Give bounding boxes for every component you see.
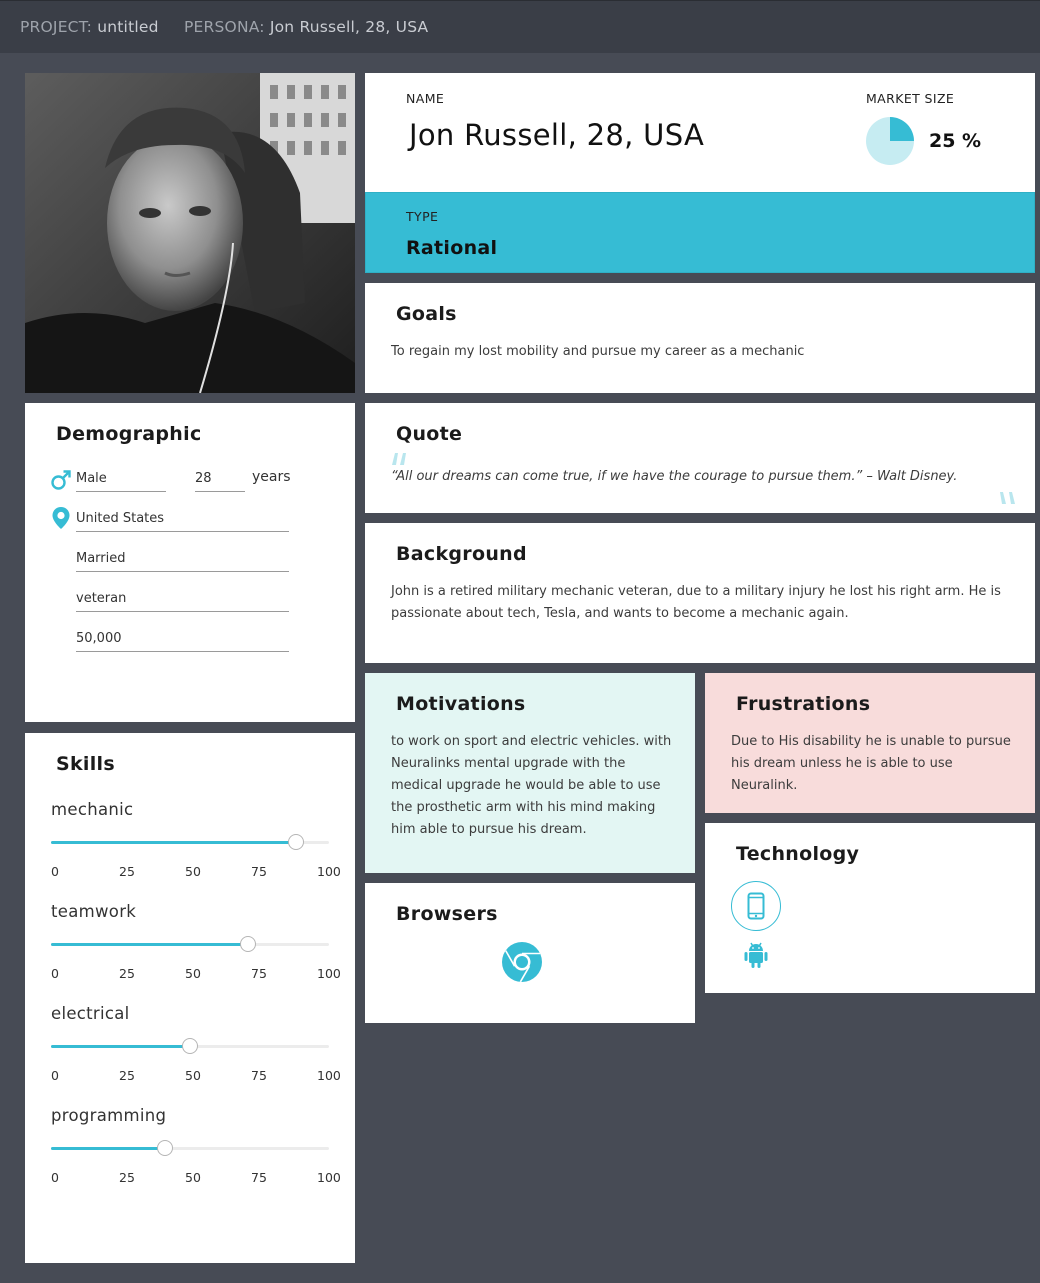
- type-label: TYPE: [406, 209, 439, 224]
- location-pin-icon: [51, 506, 71, 530]
- skill-scale-tick: 0: [51, 1170, 59, 1185]
- skill-slider[interactable]: [51, 943, 329, 946]
- market-size-pie-slice: [890, 117, 914, 141]
- frustrations-card: [705, 673, 1035, 813]
- browsers-card: [365, 883, 695, 1023]
- skill-scale-tick: 75: [251, 966, 267, 981]
- frustrations-text-line[interactable]: Neuralink.: [731, 778, 798, 793]
- frustrations-title: Frustrations: [736, 693, 871, 715]
- skill-scale-tick: 0: [51, 864, 59, 879]
- skill-scale-tick: 25: [119, 1170, 135, 1185]
- skill-scale: [51, 966, 341, 981]
- skill-scale-tick: 100: [317, 864, 341, 879]
- frustrations-text-line[interactable]: his dream unless he is able to use: [731, 756, 953, 771]
- skill-slider-fill: [51, 1045, 190, 1048]
- demographic-card: [25, 403, 355, 722]
- quote-text[interactable]: “All our dreams can come true, if we have the courage to pursue them.” – Walt Disney.: [391, 469, 958, 484]
- motivations-text-line[interactable]: Neuralinks mental upgrade with the: [391, 756, 626, 771]
- project-info: [20, 18, 159, 36]
- male-icon: [50, 469, 72, 491]
- skill-name: programming: [51, 1106, 167, 1125]
- skill-scale: [51, 1170, 341, 1185]
- skill-scale-tick: 100: [317, 1170, 341, 1185]
- skill-slider[interactable]: [51, 1045, 329, 1048]
- skill-scale-tick: 50: [185, 864, 201, 879]
- quote-title: Quote: [396, 423, 463, 445]
- persona-photo[interactable]: [25, 73, 355, 393]
- skill-name: mechanic: [51, 800, 134, 819]
- motivations-card: [365, 673, 695, 873]
- background-card: [365, 523, 1035, 663]
- quote-card: [365, 403, 1035, 513]
- goals-card: [365, 283, 1035, 393]
- persona-info: [184, 18, 428, 36]
- income-field[interactable]: 50,000: [76, 626, 289, 652]
- persona-name[interactable]: Jon Russell, 28, USA: [269, 18, 429, 36]
- skill-slider-fill: [51, 943, 248, 946]
- skill-scale-tick: 0: [51, 1068, 59, 1083]
- background-text-line[interactable]: passionate about tech, Tesla, and wants to become a mechanic again.: [391, 606, 849, 621]
- technology-title: Technology: [736, 843, 860, 865]
- project-key: PROJECT:: [20, 18, 93, 36]
- skill-slider[interactable]: [51, 841, 329, 844]
- occupation-field[interactable]: veteran: [76, 586, 289, 612]
- goals-text[interactable]: To regain my lost mobility and pursue my career as a mechanic: [391, 344, 805, 359]
- chrome-icon[interactable]: [501, 941, 543, 983]
- skill-name: electrical: [51, 1004, 130, 1023]
- skill-scale-tick: 0: [51, 966, 59, 981]
- persona-photo-image: [25, 73, 355, 393]
- android-icon[interactable]: [743, 941, 769, 969]
- skill-scale-tick: 75: [251, 864, 267, 879]
- skill-scale-tick: 25: [119, 966, 135, 981]
- gender-field[interactable]: Male: [76, 466, 166, 492]
- marital-status-field[interactable]: Married: [76, 546, 289, 572]
- technology-card: [705, 823, 1035, 993]
- skill-scale: [51, 1068, 341, 1083]
- skill-scale-tick: 100: [317, 1068, 341, 1083]
- motivations-text-line[interactable]: him able to pursue his dream.: [391, 822, 587, 837]
- persona-key: PERSONA:: [184, 18, 265, 36]
- top-bar: [0, 0, 1040, 53]
- skill-scale-tick: 50: [185, 1170, 201, 1185]
- smartphone-glyph: [747, 892, 765, 920]
- skill-slider[interactable]: [51, 1147, 329, 1150]
- skill-scale-tick: 25: [119, 864, 135, 879]
- skill-slider-fill: [51, 1147, 165, 1150]
- motivations-text-line[interactable]: the prosthetic arm with his mind making: [391, 800, 656, 815]
- demographic-title: Demographic: [56, 423, 202, 445]
- skill-scale-tick: 75: [251, 1170, 267, 1185]
- age-unit-label: years: [252, 469, 291, 485]
- skill-scale-tick: 100: [317, 966, 341, 981]
- project-name[interactable]: untitled: [97, 18, 159, 36]
- skill-name: teamwork: [51, 902, 137, 921]
- browsers-title: Browsers: [396, 903, 498, 925]
- skill-slider-fill: [51, 841, 296, 844]
- close-quote-icon: [999, 491, 1017, 505]
- skill-scale-tick: 50: [185, 1068, 201, 1083]
- name-label: NAME: [406, 91, 445, 106]
- market-size-value[interactable]: 25 %: [929, 130, 982, 152]
- goals-title: Goals: [396, 303, 457, 325]
- market-size-pie: [865, 116, 915, 166]
- skill-scale: [51, 864, 341, 879]
- persona-header-card: [365, 73, 1035, 192]
- background-title: Background: [396, 543, 527, 565]
- skill-scale-tick: 25: [119, 1068, 135, 1083]
- persona-type-card: [365, 192, 1035, 273]
- skill-slider-thumb[interactable]: [157, 1140, 173, 1156]
- skills-title: Skills: [56, 753, 115, 775]
- motivations-title: Motivations: [396, 693, 526, 715]
- market-size-label: MARKET SIZE: [866, 91, 955, 106]
- open-quote-icon: [389, 452, 407, 466]
- skill-scale-tick: 50: [185, 966, 201, 981]
- skill-slider-thumb[interactable]: [288, 834, 304, 850]
- type-value[interactable]: Rational: [406, 237, 498, 259]
- frustrations-text-line[interactable]: Due to His disability he is unable to pursue: [731, 734, 1011, 749]
- location-field[interactable]: United States: [76, 506, 289, 532]
- motivations-text-line[interactable]: to work on sport and electric vehicles. with: [391, 734, 672, 749]
- background-text-line[interactable]: John is a retired military mechanic veteran, due to a military injury he lost his right arm. He is: [391, 584, 1001, 599]
- smartphone-icon[interactable]: [731, 881, 781, 931]
- skill-slider-thumb[interactable]: [182, 1038, 198, 1054]
- motivations-text-line[interactable]: medical upgrade he would be able to use: [391, 778, 661, 793]
- skill-scale-tick: 75: [251, 1068, 267, 1083]
- age-field[interactable]: 28: [195, 466, 245, 492]
- persona-name-title[interactable]: Jon Russell, 28, USA: [409, 118, 705, 152]
